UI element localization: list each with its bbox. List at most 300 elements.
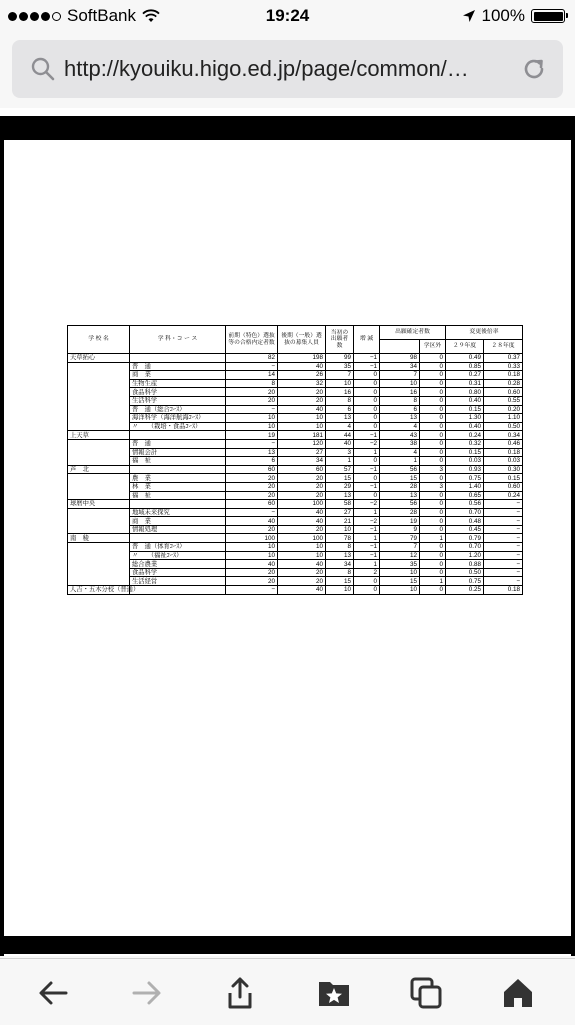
cell-ratio-28: 0.28: [484, 379, 523, 388]
cell-ratio-29: 0.49: [446, 354, 484, 363]
cell-change: 0: [354, 388, 380, 397]
cell-early: 60: [226, 500, 278, 509]
cell-outside: 3: [420, 465, 446, 474]
cell-school: [68, 362, 130, 371]
cell-ratio-28: −: [484, 551, 523, 560]
cell-course: [130, 534, 226, 543]
cell-ratio-28: 0.18: [484, 586, 523, 595]
cell-confirmed: 10: [380, 568, 420, 577]
cell-ratio-29: 0.03: [446, 457, 484, 466]
cell-change: 0: [354, 422, 380, 431]
cell-school: [68, 508, 130, 517]
table-row: [68, 551, 523, 560]
cell-ratio-28: 0.20: [484, 405, 523, 414]
header-later: 後期（一般）選抜の募集人員: [278, 326, 326, 354]
cell-initial: 13: [326, 414, 354, 423]
cell-confirmed: 13: [380, 491, 420, 500]
document-frame-right: [571, 116, 575, 956]
cell-course: 福 祉: [130, 491, 226, 500]
cell-later: 181: [278, 431, 326, 440]
table-row: [68, 534, 523, 543]
cell-ratio-28: 0.18: [484, 371, 523, 380]
cell-school: [68, 474, 130, 483]
cell-ratio-28: −: [484, 500, 523, 509]
cell-ratio-28: 0.15: [484, 474, 523, 483]
cell-later: 20: [278, 396, 326, 405]
cell-ratio-29: 0.75: [446, 577, 484, 586]
header-school: 学 校 名: [68, 326, 130, 354]
cell-confirmed: 15: [380, 474, 420, 483]
cell-early: 20: [226, 396, 278, 405]
cell-ratio-29: 0.25: [446, 586, 484, 595]
cell-change: 0: [354, 371, 380, 380]
cell-initial: 16: [326, 388, 354, 397]
table-row: [68, 482, 523, 491]
bookmarks-icon[interactable]: [316, 975, 352, 1011]
cell-initial: 13: [326, 491, 354, 500]
table-row: [68, 422, 523, 431]
cell-early: 20: [226, 482, 278, 491]
cell-early: 20: [226, 525, 278, 534]
cell-ratio-28: 0.34: [484, 431, 523, 440]
cell-course: [130, 431, 226, 440]
cell-course: 普 通（総合ｺｰｽ）: [130, 405, 226, 414]
cell-school: [68, 525, 130, 534]
cell-outside: 0: [420, 388, 446, 397]
cell-course: 普 通（体育ｺｰｽ）: [130, 543, 226, 552]
cell-course: 地域未来探究: [130, 508, 226, 517]
cell-early: 40: [226, 560, 278, 569]
location-arrow-icon: [462, 9, 476, 23]
cell-later: 100: [278, 500, 326, 509]
tabs-icon[interactable]: [408, 975, 444, 1011]
table-row: [68, 439, 523, 448]
cell-initial: 8: [326, 396, 354, 405]
header-confirmed: 出願確定者数: [380, 326, 446, 340]
cell-later: 10: [278, 422, 326, 431]
cell-early: 20: [226, 491, 278, 500]
cell-ratio-28: 0.37: [484, 354, 523, 363]
cell-outside: 0: [420, 422, 446, 431]
cell-course: 総合農業: [130, 560, 226, 569]
home-icon[interactable]: [500, 975, 536, 1011]
cell-early: 40: [226, 517, 278, 526]
cell-course: [130, 465, 226, 474]
cell-initial: 8: [326, 568, 354, 577]
cell-initial: 10: [326, 525, 354, 534]
cell-school: [68, 414, 130, 423]
url-text[interactable]: http://kyouiku.higo.ed.jp/page/common/…: [64, 56, 469, 81]
cell-outside: 0: [420, 543, 446, 552]
cell-initial: 13: [326, 551, 354, 560]
cell-confirmed: 9: [380, 525, 420, 534]
cell-ratio-28: 1.10: [484, 414, 523, 423]
cell-school: [68, 568, 130, 577]
header-change: 増 減: [354, 326, 380, 354]
cell-later: 198: [278, 354, 326, 363]
cell-school: [68, 457, 130, 466]
cell-ratio-29: 0.85: [446, 362, 484, 371]
cell-initial: 58: [326, 500, 354, 509]
cell-course: 食品科学: [130, 568, 226, 577]
cell-later: 20: [278, 388, 326, 397]
cell-ratio-28: 0.60: [484, 482, 523, 491]
cell-outside: 0: [420, 491, 446, 500]
battery-percent: 100%: [481, 6, 525, 25]
cell-confirmed: 43: [380, 431, 420, 440]
cell-change: 2: [354, 568, 380, 577]
cell-early: 60: [226, 465, 278, 474]
table-row: [68, 543, 523, 552]
cell-early: 8: [226, 379, 278, 388]
cell-outside: 0: [420, 371, 446, 380]
cell-ratio-28: 0.50: [484, 422, 523, 431]
cell-change: −1: [354, 543, 380, 552]
document-frame-bottom: [0, 936, 575, 954]
cell-school: 上天草: [68, 431, 130, 440]
cell-ratio-28: −: [484, 543, 523, 552]
page-viewport[interactable]: [0, 108, 575, 956]
cell-course: 生活経営: [130, 577, 226, 586]
cell-initial: 10: [326, 379, 354, 388]
cell-early: 20: [226, 577, 278, 586]
cell-confirmed: 34: [380, 362, 420, 371]
cell-school: [68, 543, 130, 552]
applicants-table: [67, 325, 523, 595]
cell-school: [68, 439, 130, 448]
cell-change: 1: [354, 560, 380, 569]
cell-change: 0: [354, 379, 380, 388]
cell-change: −1: [354, 431, 380, 440]
cell-initial: 15: [326, 577, 354, 586]
cell-early: 10: [226, 422, 278, 431]
cell-outside: 0: [420, 508, 446, 517]
cell-ratio-28: 0.24: [484, 491, 523, 500]
table-body: [68, 354, 523, 595]
cell-ratio-29: 0.80: [446, 388, 484, 397]
reload-icon[interactable]: [521, 56, 547, 82]
cell-initial: 1: [326, 457, 354, 466]
cell-change: −1: [354, 482, 380, 491]
cell-later: 10: [278, 414, 326, 423]
cell-outside: 0: [420, 525, 446, 534]
cell-school: [68, 448, 130, 457]
cell-course: 福 祉: [130, 457, 226, 466]
cell-ratio-29: 0.15: [446, 405, 484, 414]
cell-course: 林 業: [130, 482, 226, 491]
cell-course: [130, 586, 226, 595]
cell-ratio-28: 0.55: [484, 396, 523, 405]
cell-course: 普 通: [130, 362, 226, 371]
cell-outside: 1: [420, 577, 446, 586]
cell-ratio-28: 0.46: [484, 439, 523, 448]
cell-school: [68, 422, 130, 431]
cell-outside: 0: [420, 551, 446, 560]
cell-ratio-29: 0.40: [446, 422, 484, 431]
cell-ratio-28: −: [484, 560, 523, 569]
cell-initial: 57: [326, 465, 354, 474]
cell-confirmed: 6: [380, 405, 420, 414]
table-row: [68, 568, 523, 577]
cell-course: 生活科学: [130, 396, 226, 405]
table-row: [68, 577, 523, 586]
cell-early: 10: [226, 543, 278, 552]
cell-later: 60: [278, 465, 326, 474]
cell-course: 〃 （栽培・食品ｺｰｽ）: [130, 422, 226, 431]
cell-later: 120: [278, 439, 326, 448]
cell-initial: 35: [326, 362, 354, 371]
cell-initial: 78: [326, 534, 354, 543]
cell-ratio-28: −: [484, 568, 523, 577]
cell-course: 商 業: [130, 371, 226, 380]
cell-school: [68, 560, 130, 569]
cell-confirmed: 16: [380, 388, 420, 397]
cell-confirmed: 10: [380, 379, 420, 388]
cell-outside: 0: [420, 586, 446, 595]
cell-outside: 0: [420, 379, 446, 388]
cell-confirmed: 8: [380, 396, 420, 405]
cell-later: 26: [278, 371, 326, 380]
cell-confirmed: 10: [380, 586, 420, 595]
cell-early: 6: [226, 457, 278, 466]
cell-later: 20: [278, 491, 326, 500]
cell-ratio-29: 0.70: [446, 543, 484, 552]
table-row: [68, 362, 523, 371]
cell-confirmed: 28: [380, 508, 420, 517]
table-row: [68, 396, 523, 405]
table-row: [68, 525, 523, 534]
cell-change: 0: [354, 586, 380, 595]
cell-confirmed: 28: [380, 482, 420, 491]
header-year28: ２８年度: [484, 340, 523, 354]
cell-confirmed: 4: [380, 422, 420, 431]
cell-ratio-29: 0.31: [446, 379, 484, 388]
cell-course: 海洋科学（海洋航海ｺｰｽ）: [130, 414, 226, 423]
table-row: [68, 405, 523, 414]
header-outside: 学区外: [420, 340, 446, 354]
cell-change: −1: [354, 551, 380, 560]
cell-ratio-29: 0.40: [446, 396, 484, 405]
cell-initial: 21: [326, 517, 354, 526]
cell-later: 40: [278, 560, 326, 569]
cell-ratio-28: 0.60: [484, 388, 523, 397]
cell-outside: 0: [420, 517, 446, 526]
cell-early: 10: [226, 414, 278, 423]
cell-later: 40: [278, 508, 326, 517]
cell-initial: 10: [326, 586, 354, 595]
cell-confirmed: 1: [380, 457, 420, 466]
cell-confirmed: 35: [380, 560, 420, 569]
cell-change: −1: [354, 354, 380, 363]
share-icon[interactable]: [222, 975, 258, 1011]
cell-later: 32: [278, 379, 326, 388]
cell-ratio-29: 0.45: [446, 525, 484, 534]
cell-ratio-29: 0.70: [446, 508, 484, 517]
cell-change: 0: [354, 405, 380, 414]
header-ratio: 変更後倍率: [446, 326, 523, 340]
cell-change: 0: [354, 457, 380, 466]
table-row: [68, 431, 523, 440]
cell-initial: 27: [326, 508, 354, 517]
document-page: [4, 140, 571, 936]
cell-course: 情報処理: [130, 525, 226, 534]
cell-school: [68, 491, 130, 500]
cell-outside: 0: [420, 457, 446, 466]
table-row: [68, 491, 523, 500]
back-arrow-icon[interactable]: [36, 975, 72, 1011]
cell-ratio-28: −: [484, 508, 523, 517]
cell-early: 10: [226, 551, 278, 560]
cell-change: 1: [354, 534, 380, 543]
carrier-name: SoftBank: [67, 6, 136, 25]
cell-later: 34: [278, 457, 326, 466]
cell-later: 10: [278, 543, 326, 552]
header-confirmed-blank: [380, 340, 420, 354]
cell-confirmed: 13: [380, 414, 420, 423]
cell-early: −: [226, 439, 278, 448]
cell-early: 20: [226, 388, 278, 397]
table-row: [68, 354, 523, 363]
cell-school: [68, 482, 130, 491]
cell-confirmed: 98: [380, 354, 420, 363]
table-row: [68, 560, 523, 569]
cell-initial: 34: [326, 560, 354, 569]
cell-ratio-29: 0.50: [446, 568, 484, 577]
cell-course: 情報会計: [130, 448, 226, 457]
cell-school: [68, 517, 130, 526]
header-early: 前期（特色）選抜等の合格内定者数: [226, 326, 278, 354]
cell-early: 13: [226, 448, 278, 457]
cell-ratio-29: 0.88: [446, 560, 484, 569]
cell-change: 1: [354, 508, 380, 517]
cell-later: 20: [278, 568, 326, 577]
cell-initial: 15: [326, 474, 354, 483]
cell-initial: 44: [326, 431, 354, 440]
table-row: [68, 465, 523, 474]
cell-school: [68, 396, 130, 405]
cell-later: 20: [278, 482, 326, 491]
header-year29: ２９年度: [446, 340, 484, 354]
table-row: [68, 414, 523, 423]
table-row: [68, 500, 523, 509]
cell-change: 1: [354, 448, 380, 457]
cell-course: 〃 （福祉ｺｰｽ）: [130, 551, 226, 560]
cell-change: −1: [354, 465, 380, 474]
cell-outside: 0: [420, 568, 446, 577]
cell-early: 19: [226, 431, 278, 440]
table-row: [68, 508, 523, 517]
cell-change: −2: [354, 517, 380, 526]
cell-school: [68, 551, 130, 560]
cell-ratio-29: 0.79: [446, 534, 484, 543]
forward-arrow-icon[interactable]: [128, 975, 164, 1011]
cell-initial: 40: [326, 439, 354, 448]
cell-confirmed: 7: [380, 371, 420, 380]
cell-early: −: [226, 508, 278, 517]
cell-ratio-29: 0.93: [446, 465, 484, 474]
cell-confirmed: 15: [380, 577, 420, 586]
cell-outside: 1: [420, 534, 446, 543]
cell-school: 南 稜: [68, 534, 130, 543]
cell-outside: 0: [420, 439, 446, 448]
cell-confirmed: 12: [380, 551, 420, 560]
cell-ratio-29: 1.20: [446, 551, 484, 560]
cell-change: −2: [354, 439, 380, 448]
cell-confirmed: 79: [380, 534, 420, 543]
cell-later: 40: [278, 362, 326, 371]
cell-outside: 0: [420, 354, 446, 363]
cell-later: 40: [278, 586, 326, 595]
cell-ratio-28: 0.33: [484, 362, 523, 371]
cell-confirmed: 4: [380, 448, 420, 457]
cell-initial: 3: [326, 448, 354, 457]
cell-later: 20: [278, 577, 326, 586]
cell-confirmed: 38: [380, 439, 420, 448]
cell-change: 0: [354, 414, 380, 423]
clock: 19:24: [265, 6, 310, 25]
cell-ratio-28: −: [484, 525, 523, 534]
cell-change: 0: [354, 491, 380, 500]
cell-early: −: [226, 586, 278, 595]
table-row: [68, 448, 523, 457]
header-initial: 当初の出願者数: [326, 326, 354, 354]
cell-ratio-29: 0.65: [446, 491, 484, 500]
cell-initial: 29: [326, 482, 354, 491]
cell-ratio-29: 0.56: [446, 500, 484, 509]
cell-confirmed: 56: [380, 465, 420, 474]
cell-later: 10: [278, 551, 326, 560]
cell-early: 14: [226, 371, 278, 380]
table-row: [68, 457, 523, 466]
cell-change: 0: [354, 577, 380, 586]
cell-outside: 0: [420, 448, 446, 457]
cell-initial: 4: [326, 422, 354, 431]
cell-outside: 0: [420, 362, 446, 371]
cell-later: 20: [278, 474, 326, 483]
browser-toolbar: [0, 958, 575, 1025]
table-row: [68, 379, 523, 388]
cell-initial: 6: [326, 405, 354, 414]
cell-ratio-29: 0.24: [446, 431, 484, 440]
cell-ratio-29: 0.27: [446, 371, 484, 380]
cell-ratio-29: 0.15: [446, 448, 484, 457]
cell-ratio-29: 1.40: [446, 482, 484, 491]
cell-course: [130, 354, 226, 363]
cell-confirmed: 56: [380, 500, 420, 509]
cell-ratio-29: 0.75: [446, 474, 484, 483]
cell-ratio-28: −: [484, 534, 523, 543]
cell-early: −: [226, 362, 278, 371]
cell-later: 100: [278, 534, 326, 543]
cell-early: 20: [226, 568, 278, 577]
cell-confirmed: 7: [380, 543, 420, 552]
address-bar[interactable]: [12, 40, 563, 98]
table-row: [68, 517, 523, 526]
cell-ratio-28: 0.03: [484, 457, 523, 466]
cell-ratio-28: 0.30: [484, 465, 523, 474]
cell-course: [130, 500, 226, 509]
cell-course: 食品科学: [130, 388, 226, 397]
cell-outside: 0: [420, 474, 446, 483]
cell-outside: 0: [420, 414, 446, 423]
cell-outside: 0: [420, 560, 446, 569]
cell-change: 0: [354, 396, 380, 405]
cell-course: 農 業: [130, 474, 226, 483]
header-course: 学 科・コ ー ス: [130, 326, 226, 354]
table-row: [68, 388, 523, 397]
cell-course: 普 通: [130, 439, 226, 448]
battery-icon: [531, 9, 565, 23]
